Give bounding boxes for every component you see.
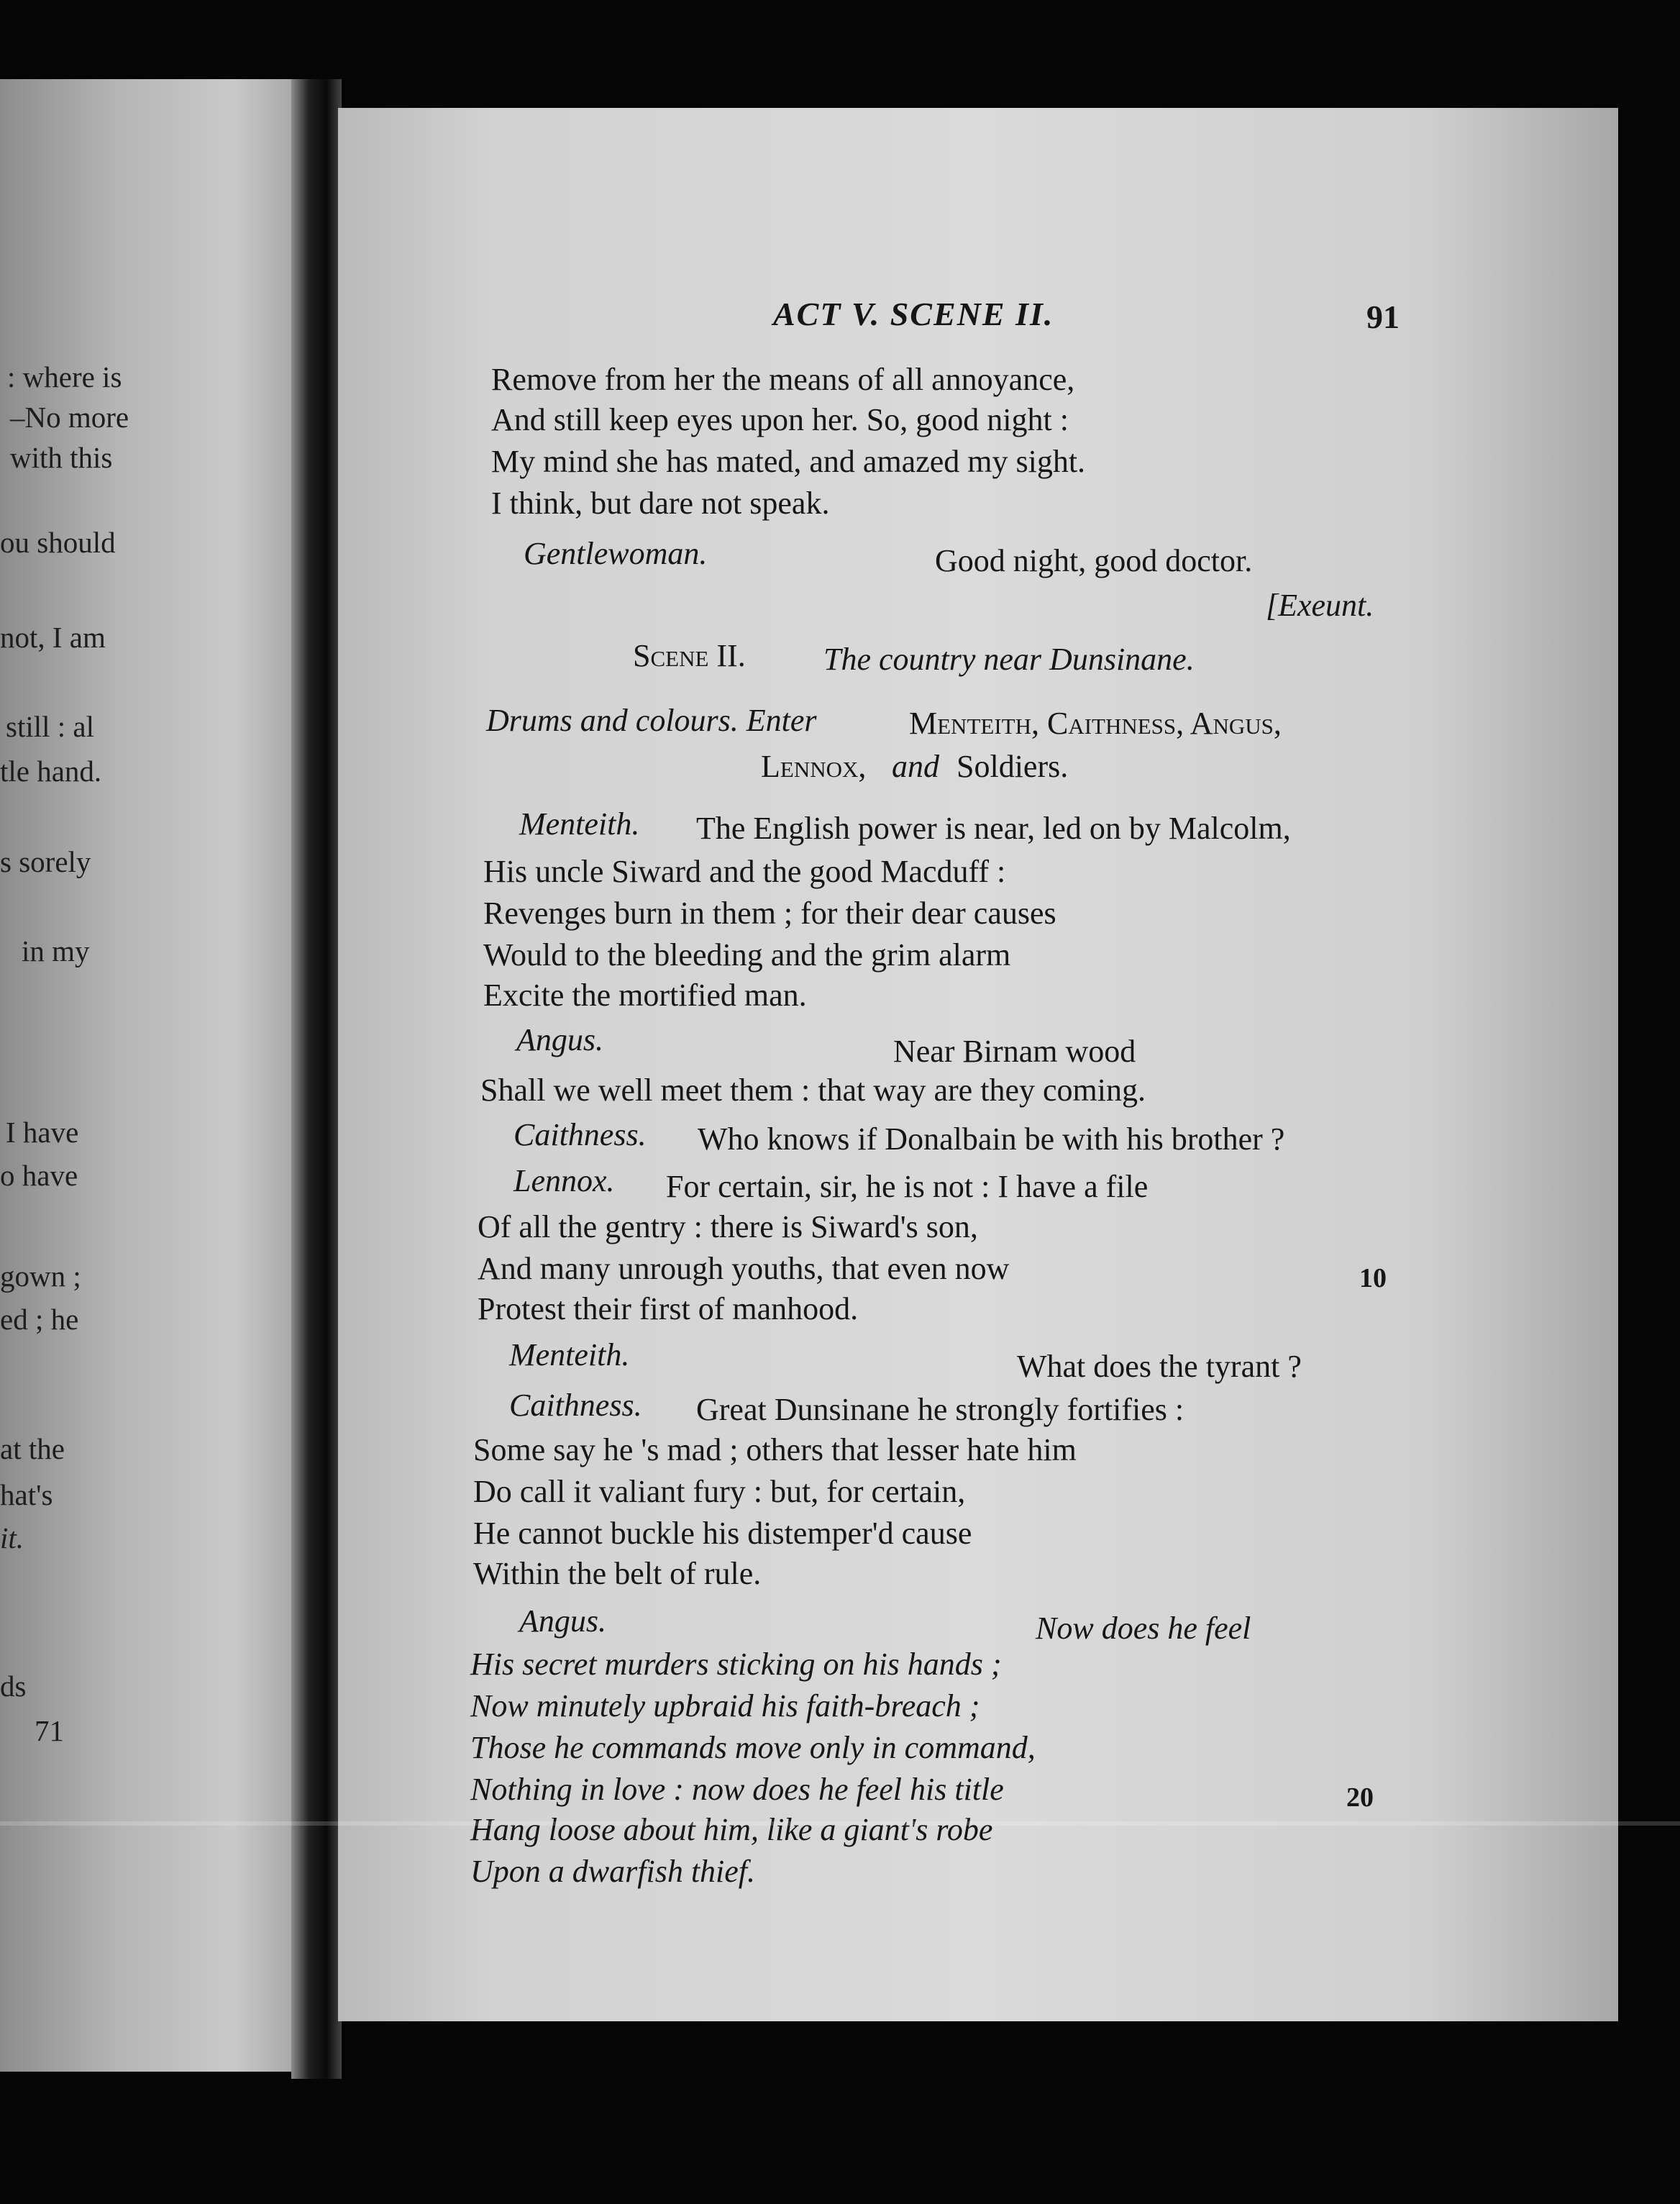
scene-heading-location: The country near Dunsinane.: [823, 642, 1195, 677]
left-fragment: hat's: [0, 1478, 53, 1511]
page-number: 91: [1366, 299, 1400, 335]
speech-line: Good night, good doctor.: [935, 543, 1253, 578]
left-fragment: –No more: [10, 401, 129, 434]
speaker-name: Menteith.: [509, 1337, 630, 1372]
left-fragment: ed ; he: [0, 1303, 79, 1336]
speaker-name: Caithness.: [509, 1388, 642, 1423]
running-title: ACT V. SCENE II.: [773, 296, 1054, 332]
stage-direction-names: Menteith, Caithness, Angus,: [909, 706, 1282, 741]
book-gutter: [291, 79, 342, 2079]
speech-line: What does the tyrant ?: [1017, 1349, 1302, 1384]
left-fragment: in my: [22, 934, 90, 967]
speech-line: Great Dunsinane he strongly fortifies :: [696, 1392, 1184, 1427]
left-fragment: still : al: [6, 710, 94, 743]
stage-direction-exeunt: [Exeunt.: [1266, 588, 1374, 623]
left-fragment: ds: [0, 1670, 27, 1703]
verse-line: Remove from her the means of all annoyance,: [491, 362, 1075, 397]
verse-line: I think, but dare not speak.: [491, 486, 830, 521]
speech-line: The English power is near, led on by Malcolm,: [696, 811, 1291, 846]
verse-line: Excite the mortified man.: [483, 978, 807, 1013]
left-page-number: 71: [35, 1714, 64, 1747]
left-fragment: ou should: [0, 526, 116, 559]
verse-line: He cannot buckle his distemper'd cause: [473, 1516, 972, 1551]
speech-line: Near Birnam wood: [893, 1034, 1136, 1069]
verse-line: My mind she has mated, and amazed my sight.: [491, 444, 1086, 479]
left-fragment: : where is: [7, 360, 122, 393]
verse-line: Within the belt of rule.: [473, 1556, 762, 1591]
speaker-name: Lennox.: [513, 1163, 615, 1198]
verse-line: His secret murders sticking on his hands ;: [470, 1647, 1002, 1682]
line-number-20: 20: [1346, 1782, 1374, 1813]
left-fragment: not, I am: [0, 621, 106, 654]
verse-line: Nothing in love : now does he feel his title: [470, 1772, 1004, 1807]
verse-line: Protest their first of manhood.: [478, 1291, 859, 1326]
verse-line: And many unrough youths, that even now: [478, 1251, 1010, 1286]
left-fragment: tle hand.: [0, 755, 102, 788]
left-fragment: s sorely: [0, 845, 91, 878]
left-fragment: I have: [6, 1116, 79, 1149]
verse-line: Those he commands move only in command,: [470, 1730, 1036, 1765]
left-fragment: at the: [0, 1432, 65, 1465]
scene-heading-label: Scene II.: [633, 638, 746, 673]
speaker-name: Gentlewoman.: [524, 536, 708, 571]
left-fragment: it.: [0, 1521, 24, 1554]
speaker-name: Menteith.: [519, 806, 640, 842]
speech-line: Who knows if Donalbain be with his brother ?: [698, 1121, 1285, 1157]
verse-line: Some say he 's mad ; others that lesser hate him: [473, 1432, 1077, 1467]
verse-line: Now minutely upbraid his faith-breach ;: [470, 1688, 980, 1723]
stage-direction-and: and: [892, 749, 939, 784]
left-fragment: with this: [10, 441, 113, 474]
verse-line: Hang loose about him, like a giant's robe: [470, 1812, 993, 1847]
left-facing-page: [0, 79, 291, 2072]
verse-line: Revenges burn in them ; for their dear causes: [483, 896, 1056, 931]
scan-fold-line: [0, 1821, 1680, 1826]
speaker-name: Caithness.: [513, 1117, 647, 1152]
verse-line: Would to the bleeding and the grim alarm: [483, 937, 1011, 973]
verse-line: Upon a dwarfish thief.: [470, 1854, 756, 1889]
speech-line: Now does he feel: [1036, 1611, 1251, 1646]
verse-line: Of all the gentry : there is Siward's son,: [478, 1209, 978, 1244]
verse-line: And still keep eyes upon her. So, good night :: [491, 402, 1069, 437]
verse-line: Do call it valiant fury : but, for certain,: [473, 1474, 966, 1509]
left-fragment: o have: [0, 1159, 78, 1192]
speaker-name: Angus.: [519, 1603, 606, 1639]
speaker-name: Angus.: [516, 1022, 603, 1057]
left-fragment: gown ;: [0, 1260, 81, 1293]
stage-direction: Drums and colours. Enter: [486, 703, 817, 738]
verse-line: His uncle Siward and the good Macduff :: [483, 854, 1006, 889]
verse-line: Shall we well meet them : that way are they coming.: [480, 1073, 1146, 1108]
speech-line: For certain, sir, he is not : I have a file: [666, 1169, 1149, 1204]
stage-direction-soldiers: Soldiers.: [957, 749, 1069, 784]
stage-direction-names: Lennox,: [761, 749, 867, 784]
line-number-10: 10: [1359, 1263, 1387, 1293]
